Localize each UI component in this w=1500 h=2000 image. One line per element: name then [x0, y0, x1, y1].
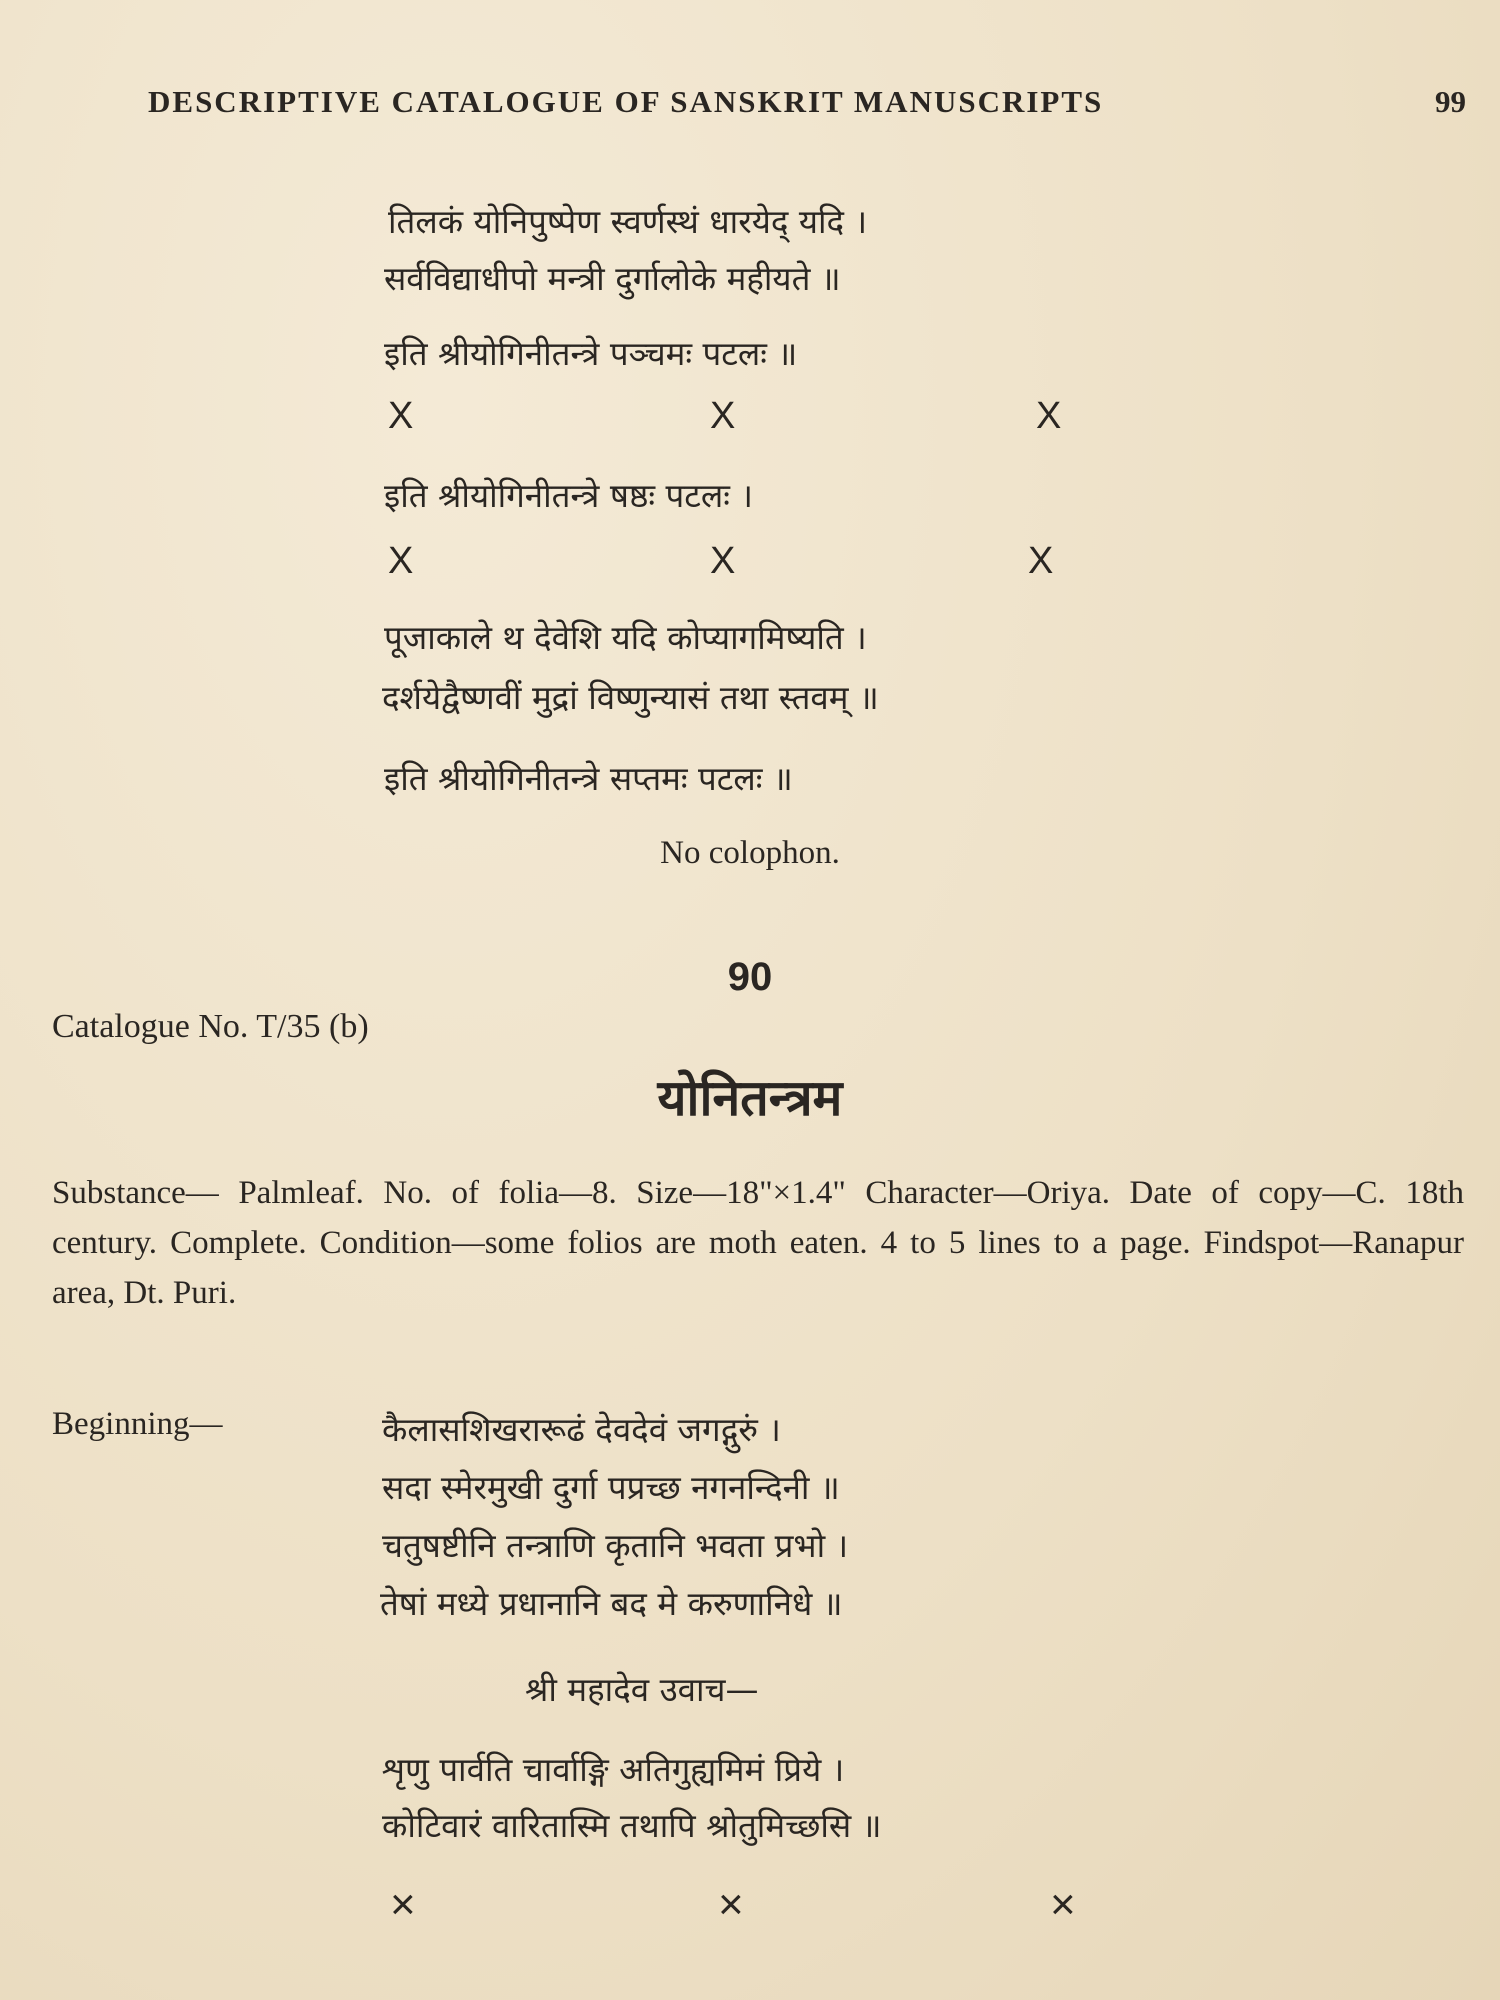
page-number: 99 [1435, 84, 1466, 119]
verse-line: तिलकं योनिपुष्पेण स्वर्णस्थं धारयेद् यदि । [388, 202, 868, 241]
running-title: DESCRIPTIVE CATALOGUE OF SANSKRIT MANUSCRIPTS [148, 84, 1104, 119]
end-mark: × [390, 1880, 416, 1929]
separator-mark: X [388, 540, 414, 582]
manuscript-description: Substance— Palmleaf. No. of folia—8. Size—18"×1.4" Character—Oriya. Date of copy—C. 18th century. Complete. Condition—some folios are moth eaten. 4 to 5 lines to a page. Findspot—Ranapur area, Dt. Puri. [52, 1175, 1464, 1311]
beginning-line: सदा स्मेरमुखी दुर्गा पप्रच्छ नगनन्दिनी ॥ [382, 1468, 840, 1507]
verse-line: सर्वविद्याधीपो मन्त्री दुर्गालोके महीयते ॥ [384, 259, 841, 298]
reply-line: शृणु पार्वति चार्वाङ्गि अतिगुह्यमिमं प्रिये । [382, 1750, 845, 1789]
beginning-line: कैलासशिखरारूढं देवदेवं जगद्गुरुं । [382, 1410, 781, 1449]
end-mark: × [1050, 1880, 1076, 1929]
colophon-line: इति श्रीयोगिनीतन्त्रे पञ्चमः पटलः ॥ [384, 334, 798, 373]
beginning-line: चतुषष्टीनि तन्त्राणि कृतानि भवता प्रभो । [382, 1526, 849, 1565]
beginning-label: Beginning— [52, 1406, 223, 1442]
no-colophon-note: No colophon. [660, 835, 840, 871]
manuscript-title: योनितन्त्रम [657, 1069, 843, 1127]
catalogue-number: Catalogue No. T/35 (b) [52, 1008, 369, 1045]
separator-mark: X [1036, 395, 1062, 437]
separator-mark: X [1028, 540, 1054, 582]
reply-line: कोटिवारं वारितास्मि तथापि श्रोतुमिच्छसि ॥ [382, 1806, 882, 1845]
verse-line: पूजाकाले थ देवेशि यदि कोप्यागमिष्यति । [384, 618, 867, 657]
entry-number: 90 [727, 955, 773, 999]
colophon-line: इति श्रीयोगिनीतन्त्रे षष्ठः पटलः । [384, 476, 753, 515]
beginning-line: तेषां मध्ये प्रधानानि बद मे करुणानिधे ॥ [380, 1584, 843, 1623]
colophon-line: इति श्रीयोगिनीतन्त्रे सप्तमः पटलः ॥ [384, 759, 793, 798]
separator-mark: X [710, 395, 736, 437]
separator-mark: X [388, 395, 414, 437]
separator-mark: X [710, 540, 736, 582]
verse-line: दर्शयेद्वैष्णवीं मुद्रां विष्णुन्यासं तथा स्तवम् ॥ [382, 678, 879, 717]
end-mark: × [718, 1880, 744, 1929]
speaker-line: श्री महादेव उवाच— [525, 1670, 759, 1709]
